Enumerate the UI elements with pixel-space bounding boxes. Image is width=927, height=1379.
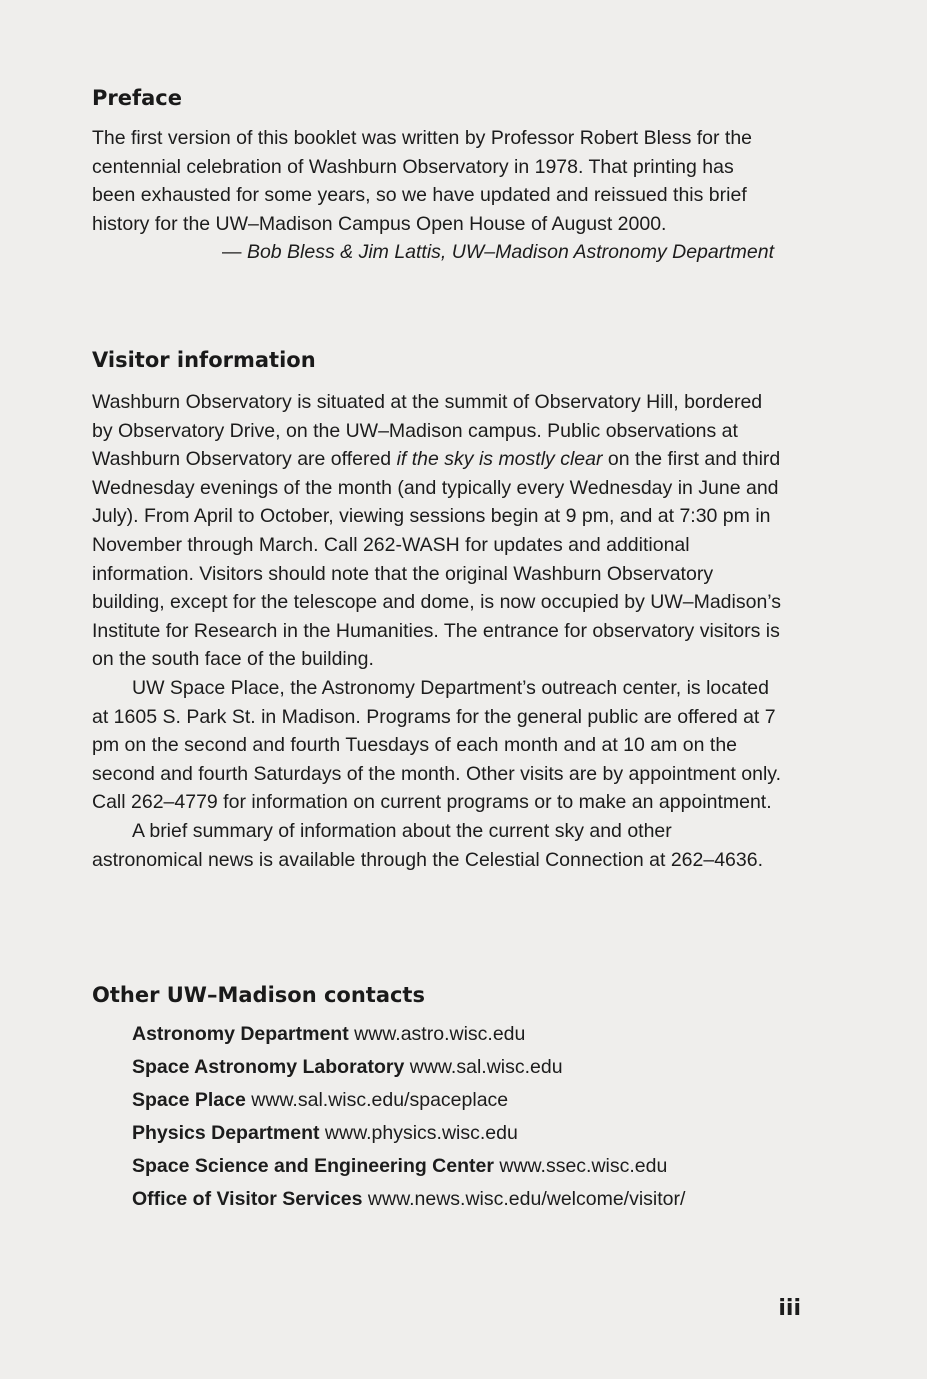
signature-text: Bob Bless & Jim Lattis, UW–Madison Astronomy Department [246, 241, 774, 264]
contact-url[interactable]: www.sal.wisc.edu/spaceplace [251, 1089, 509, 1111]
visitor-section [92, 388, 782, 874]
signature-dash: — [222, 241, 247, 264]
contacts-list [132, 1018, 685, 1216]
visitor-paragraph-2: UW Space Place, the Astronomy Department’s outreach center, is located at 1605 S. Park St. in Madison. Programs for the general public are offered at 7 pm on the second and fourth Tuesdays of each month and at 10 am on the second and fourth Saturdays of the month. Other visits are by appointment only. Call 262–4779 for information on current programs or to make an appointment. [92, 676, 782, 814]
contact-item [132, 1150, 685, 1183]
contact-item [132, 1051, 685, 1084]
visitor-paragraph-1 [92, 388, 782, 674]
contact-url[interactable]: www.astro.wisc.edu [354, 1023, 526, 1045]
contact-name: Space Astronomy Laboratory [132, 1056, 405, 1078]
contact-name: Office of Visitor Services [132, 1188, 363, 1210]
visitor-paragraph-3: A brief summary of information about the current sky and other astronomical news is available through the Celestial Connection at 262–4636. [92, 819, 763, 871]
contact-item [132, 1084, 685, 1117]
visitor-p1-end: on the first and third Wednesday evenings of the month (and typically every Wednesday in June and July). From April to October, viewing sessions begin at 9 pm, and at 7:30 pm in November through March. Call 262-WASH for updates and additional information. Visitors should note that the original Washburn Observatory building, except for the telescope and dome, is now occupied by UW–Madison’s Institute for Research in the Humanities. The entrance for observatory visitors is on the south face of the building. [92, 448, 782, 671]
contact-name: Space Place [132, 1089, 246, 1111]
preface-signature [92, 238, 782, 267]
preface-body: The first version of this booklet was written by Professor Robert Bless for the centennial celebration of Washburn Observatory in 1978. That printing has been exhausted for some years, so we have updated and reissued this brief history for the UW–Madison Campus Open House of August 2000. [92, 127, 753, 235]
contact-item [132, 1117, 685, 1150]
visitor-p1-start: Washburn Observatory is situated at the summit of Observatory Hill, bordered by Observatory Drive, on the UW–Madison campus. Public observations at Washburn Observatory are offered [92, 391, 763, 471]
contact-name: Space Science and Engineering Center [132, 1155, 494, 1177]
contact-url[interactable]: www.ssec.wisc.edu [499, 1155, 668, 1177]
page-number: iii [778, 1296, 801, 1321]
contact-name: Astronomy Department [132, 1023, 349, 1045]
visitor-p1-italic: if the sky is mostly clear [396, 448, 603, 471]
contact-url[interactable]: www.physics.wisc.edu [324, 1122, 518, 1144]
visitor-heading: Visitor information [92, 348, 316, 372]
contact-item [132, 1183, 685, 1216]
preface-heading: Preface [92, 86, 182, 110]
contact-item [132, 1018, 685, 1051]
contact-name: Physics Department [132, 1122, 320, 1144]
contacts-heading: Other UW–Madison contacts [92, 983, 425, 1007]
contact-url[interactable]: www.sal.wisc.edu [409, 1056, 563, 1078]
contact-url[interactable]: www.news.wisc.edu/welcome/visitor/ [367, 1188, 686, 1210]
preface-section [92, 124, 782, 267]
